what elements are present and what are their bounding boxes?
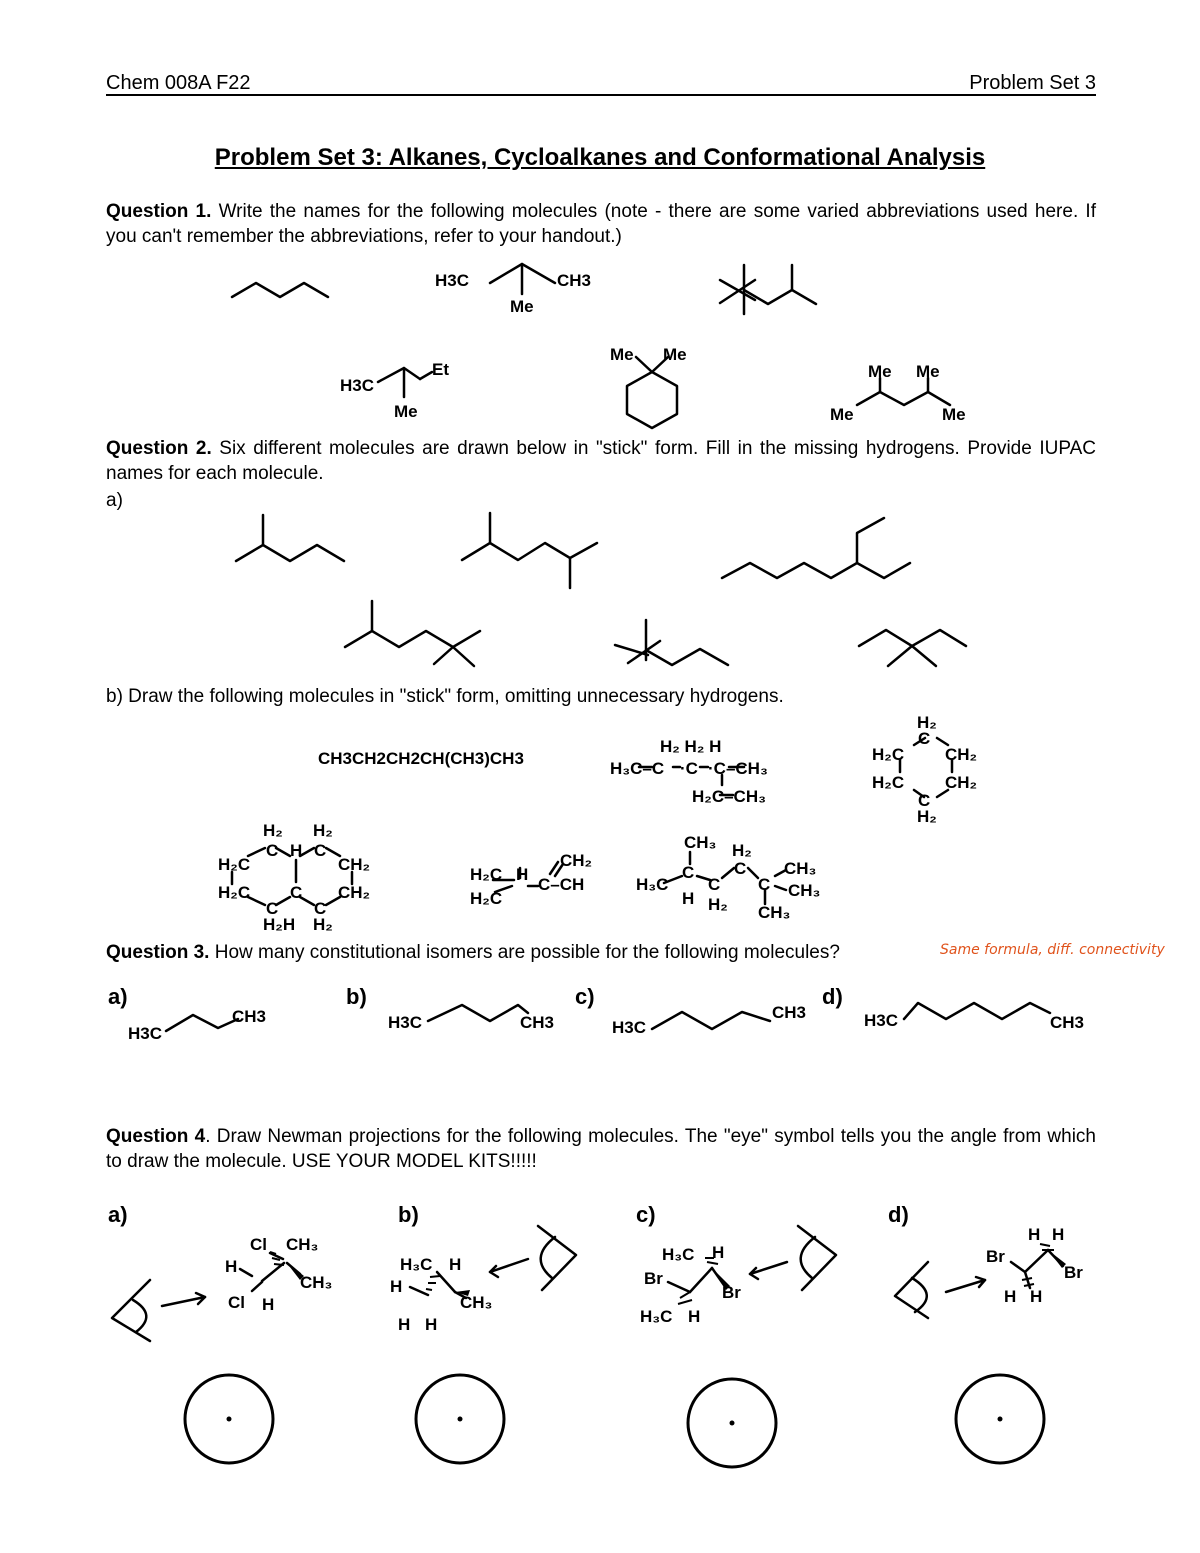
svg-text:H₂C: H₂C <box>218 883 251 902</box>
svg-text:H₂C: H₂C <box>872 745 905 764</box>
svg-text:H₂: H₂ <box>313 821 333 840</box>
svg-text:C: C <box>918 791 931 810</box>
svg-text:H: H <box>516 865 529 884</box>
question-3-label: Question 3. <box>106 942 210 963</box>
q1-mol6-me-1: Me <box>868 362 892 381</box>
svg-text:H₃C: H₃C <box>662 1245 695 1264</box>
svg-text:H: H <box>398 1315 411 1334</box>
svg-text:Cl: Cl <box>228 1293 245 1312</box>
q1-mol6-me-3: Me <box>830 405 854 424</box>
course-header: Chem 008A F22 <box>106 72 251 94</box>
svg-text:CH₂: CH₂ <box>560 851 593 870</box>
q1-mol2-me: Me <box>510 297 534 316</box>
svg-text:Br: Br <box>722 1283 741 1302</box>
question-1-label: Question 1. <box>106 201 212 222</box>
svg-text:C: C <box>266 899 279 918</box>
svg-text:Br: Br <box>644 1269 663 1288</box>
svg-text:CH₃: CH₃ <box>784 859 817 878</box>
q2-part-b-text: b) Draw the following molecules in "stick" form, omitting unnecessary hydrogens. <box>106 686 784 707</box>
svg-text:CH₂: CH₂ <box>945 745 978 764</box>
q3d-ch3: CH3 <box>1050 1013 1085 1032</box>
svg-text:·C: ·C <box>680 759 698 778</box>
svg-text:H₃C: H₃C <box>636 875 669 894</box>
svg-text:H: H <box>449 1255 462 1274</box>
svg-text:H₂H: H₂H <box>263 915 296 934</box>
svg-text:H₂: H₂ <box>313 915 333 934</box>
svg-text:H₂: H₂ <box>917 807 937 826</box>
svg-text:H₃C–C: H₃C–C <box>610 759 665 778</box>
q3-part-b: b) <box>346 984 367 1009</box>
q3b-h3c: H3C <box>388 1013 423 1032</box>
q1-mol6-me-2: Me <box>916 362 940 381</box>
svg-text:H: H <box>1004 1287 1017 1306</box>
svg-text:C: C <box>918 729 931 748</box>
q3c-ch3: CH3 <box>772 1003 807 1022</box>
q3c-h3c: H3C <box>612 1018 647 1037</box>
page-title: Problem Set 3: Alkanes, Cycloalkanes and Conformational Analysis <box>214 144 986 171</box>
svg-text:C: C <box>758 875 771 894</box>
svg-text:CH₃: CH₃ <box>286 1235 319 1254</box>
q1-mol4-et: Et <box>432 360 449 379</box>
svg-text:H: H <box>225 1257 238 1276</box>
svg-text:H₂C: H₂C <box>470 889 503 908</box>
q1-mol5-me-right: Me <box>663 345 687 364</box>
svg-text:C: C <box>314 841 327 860</box>
svg-text:H: H <box>1028 1225 1041 1244</box>
svg-text:CH₃: CH₃ <box>758 903 791 922</box>
svg-text:CH₃: CH₃ <box>460 1293 493 1312</box>
svg-text:·C–CH₃: ·C–CH₃ <box>708 759 768 778</box>
q3b-ch3: CH3 <box>520 1013 555 1032</box>
question-3-text: How many constitutional isomers are possible for the following molecules? <box>209 942 840 963</box>
svg-text:CH₃: CH₃ <box>300 1273 333 1292</box>
q2b-condensed-formula: CH3CH2CH2CH(CH3)CH3 <box>318 749 524 768</box>
svg-text:C: C <box>266 841 279 860</box>
q1-mol5-me-left: Me <box>610 345 634 364</box>
svg-text:H₂: H₂ <box>708 895 728 914</box>
q3-part-d: d) <box>822 984 843 1009</box>
q3-part-a: a) <box>108 984 128 1009</box>
svg-text:H₂: H₂ <box>263 821 283 840</box>
q3a-ch3: CH3 <box>232 1007 267 1026</box>
svg-text:H: H <box>712 1243 725 1262</box>
q1-mol2-ch3: CH3 <box>557 271 592 290</box>
svg-text:Br: Br <box>986 1247 1005 1266</box>
q3a-h3c: H3C <box>128 1024 163 1043</box>
q1-mol2-h3c: H3C <box>435 271 470 290</box>
svg-text:H: H <box>425 1315 438 1334</box>
question-4-text: . Draw Newman projections for the following molecules. The "eye" symbol tells you the angle from which to draw the molecule. USE YOUR MODEL KITS!!!!! <box>106 1126 1096 1172</box>
question-2-label: Question 2. <box>106 438 212 459</box>
question-4-label: Question 4 <box>106 1126 206 1147</box>
svg-text:H₃C: H₃C <box>400 1255 433 1274</box>
svg-text:H: H <box>688 1307 701 1326</box>
svg-text:H: H <box>682 889 695 908</box>
svg-text:H₂ H₂ H: H₂ H₂ H <box>660 737 722 756</box>
svg-text:H₂C: H₂C <box>872 773 905 792</box>
q4-part-c: c) <box>636 1202 656 1227</box>
question-1-text: Write the names for the following molecules (note - there are some varied abbreviations used here. If you can't remember the abbreviations, refer to your handout.) <box>106 201 1096 247</box>
problem-set-header: Problem Set 3 <box>969 72 1096 94</box>
svg-text:H: H <box>262 1295 275 1314</box>
q1-mol4-h3c: H3C <box>340 376 375 395</box>
svg-text:H₂C–CH₃: H₂C–CH₃ <box>692 787 766 806</box>
svg-text:H: H <box>290 841 303 860</box>
svg-text:H: H <box>1030 1287 1043 1306</box>
q4-part-b: b) <box>398 1202 419 1227</box>
svg-text:H₃C: H₃C <box>640 1307 673 1326</box>
svg-text:C: C <box>290 883 303 902</box>
q3d-h3c: H3C <box>864 1011 899 1030</box>
svg-text:Br: Br <box>1064 1263 1083 1282</box>
svg-text:H₂C: H₂C <box>470 865 503 884</box>
svg-text:CH₂: CH₂ <box>338 883 371 902</box>
svg-text:H₂C: H₂C <box>218 855 251 874</box>
svg-text:H: H <box>390 1277 403 1296</box>
svg-text:C: C <box>734 859 747 878</box>
svg-text:Cl: Cl <box>250 1235 267 1254</box>
svg-text:CH₂: CH₂ <box>338 855 371 874</box>
q1-mol6-me-4: Me <box>942 405 966 424</box>
handwritten-note: Same formula, diff. connectivity <box>940 942 1165 958</box>
svg-text:C: C <box>314 899 327 918</box>
q4-part-a: a) <box>108 1202 128 1227</box>
svg-text:CH₃: CH₃ <box>684 833 717 852</box>
q4-part-d: d) <box>888 1202 909 1227</box>
q1-mol4-me: Me <box>394 402 418 421</box>
svg-text:C: C <box>682 863 695 882</box>
q3-part-c: c) <box>575 984 595 1009</box>
svg-text:C–CH: C–CH <box>538 875 585 894</box>
svg-text:H₂: H₂ <box>917 713 937 732</box>
question-2-text: Six different molecules are drawn below in "stick" form. Fill in the missing hydrogens. Provide IUPAC names for each molecule. <box>106 438 1096 484</box>
svg-text:C: C <box>708 875 721 894</box>
svg-text:H₂: H₂ <box>732 841 752 860</box>
svg-text:CH₂: CH₂ <box>945 773 978 792</box>
svg-text:CH₃: CH₃ <box>788 881 821 900</box>
q2-part-a-label: a) <box>106 490 123 511</box>
svg-text:H: H <box>1052 1225 1065 1244</box>
